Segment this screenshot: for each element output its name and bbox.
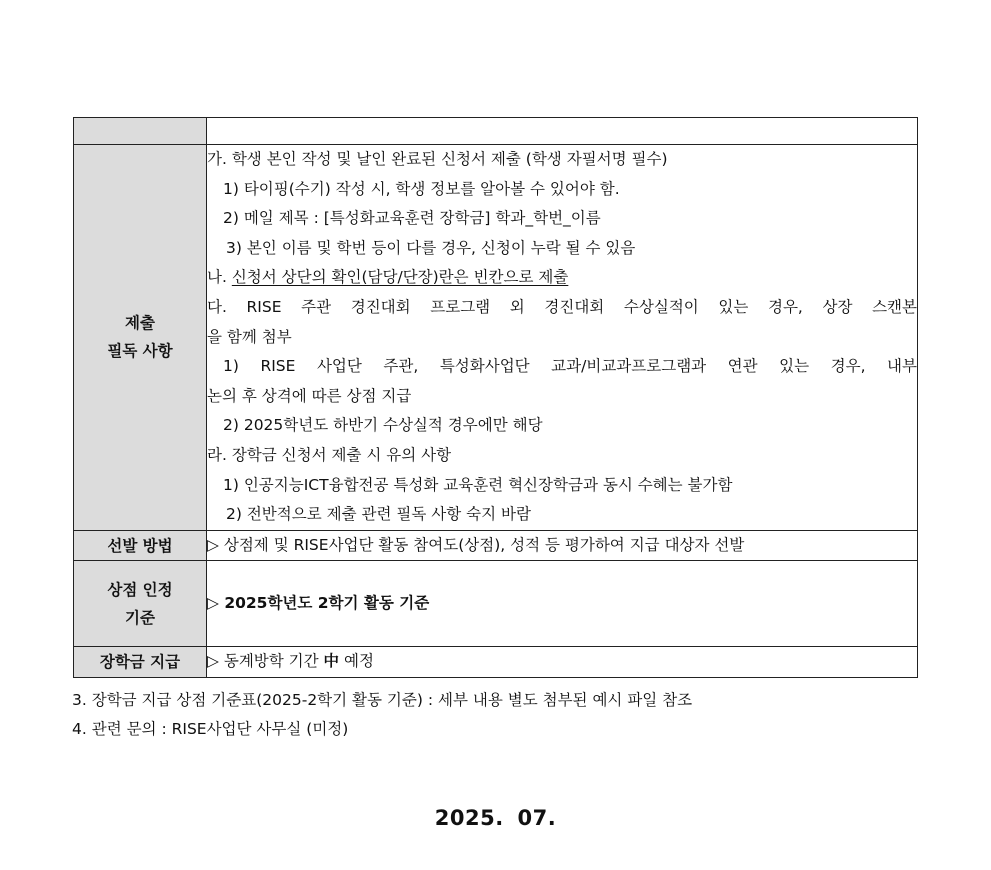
table-row-submission [74,145,918,531]
submission-line-ra: 라. 장학금 신청서 제출 시 유의 사항 [207,445,452,464]
table-row-selection [74,530,918,561]
merit-label-cell [74,561,207,647]
merit-label-line2: 기준 [125,608,155,627]
submission-line-ga-3: 3) 본인 이름 및 학번 등이 다를 경우, 신청이 누락 될 수 있음 [226,238,636,257]
table-row-merit [74,561,918,647]
note-3: 3. 장학금 지급 상점 기준표(2025-2학기 활동 기준) : 세부 내용 별도 첨부된 예시 파일 참조 [72,691,693,709]
submission-label-line2: 필독 사항 [107,342,173,361]
selection-content [207,530,918,561]
scholarship-info-table [73,117,918,678]
submission-line-ga-1: 1) 타이핑(수기) 작성 시, 학생 정보를 알아볼 수 있어야 함. [223,179,620,198]
submission-line-ga-2: 2) 메일 제목 : [특성화교육훈련 장학금] 학과_학번_이름 [223,209,601,228]
notes [72,686,692,744]
payment-text-after: 예정 [339,652,374,671]
payment-text-bold: 中 [323,652,340,671]
document-date: 2025. 07. [434,806,557,830]
submission-label-cell [74,145,207,531]
merit-content [207,561,918,647]
empty-label-cell [74,118,207,145]
empty-content-cell [207,118,918,145]
table-row-empty [74,118,918,145]
submission-line-da-sub1-1: 1) RISE 사업단 주관, 특성화사업단 교과/비교과프로그램과 연관 있는 경우, 내부 [223,357,917,376]
payment-content [207,647,918,678]
submission-label-line1: 제출 [125,314,155,333]
selection-label: 선발 방법 [74,530,207,561]
note-4: 4. 관련 문의 : RISE사업단 사무실 (미정) [72,720,349,738]
submission-line-na [207,263,917,293]
submission-line-da-sub2: 2) 2025학년도 하반기 수상실적 경우에만 해당 [223,416,543,435]
selection-text: ▷ 상점제 및 RISE사업단 활동 참여도(상점), 성적 등 평가하여 지급 대상자 선발 [207,535,745,554]
payment-label: 장학금 지급 [74,647,207,678]
submission-line-da-1: 다. RISE 주관 경진대회 프로그램 외 경진대회 수상실적이 있는 경우, 상장 스캔본 [207,297,917,316]
submission-line-ra-sub1: 1) 인공지능ICT융합전공 특성화 교육훈련 혁신장학금과 동시 수혜는 불가함 [223,475,733,494]
payment-text-before: ▷ 동계방학 기간 [207,652,324,671]
merit-text: ▷ 2025학년도 2학기 활동 기준 [207,594,430,613]
submission-line-da-sub1-2: 논의 후 상격에 따른 상점 지급 [207,386,412,405]
submission-line-na-underlined: 신청서 상단의 확인(담당/단장)란은 빈칸으로 제출 [231,268,569,287]
merit-label-line1: 상점 인정 [107,580,173,599]
table-row-payment [74,647,918,678]
submission-line-ra-sub2: 2) 전반적으로 제출 관련 필독 사항 숙지 바람 [226,505,531,524]
submission-line-ga: 가. 학생 본인 작성 및 날인 완료된 신청서 제출 (학생 자필서명 필수) [207,150,668,168]
submission-line-na-prefix: 나. [207,268,232,287]
submission-content-cell [207,145,918,531]
submission-line-da-2: 을 함께 첨부 [207,327,292,346]
payment-text [207,647,917,677]
